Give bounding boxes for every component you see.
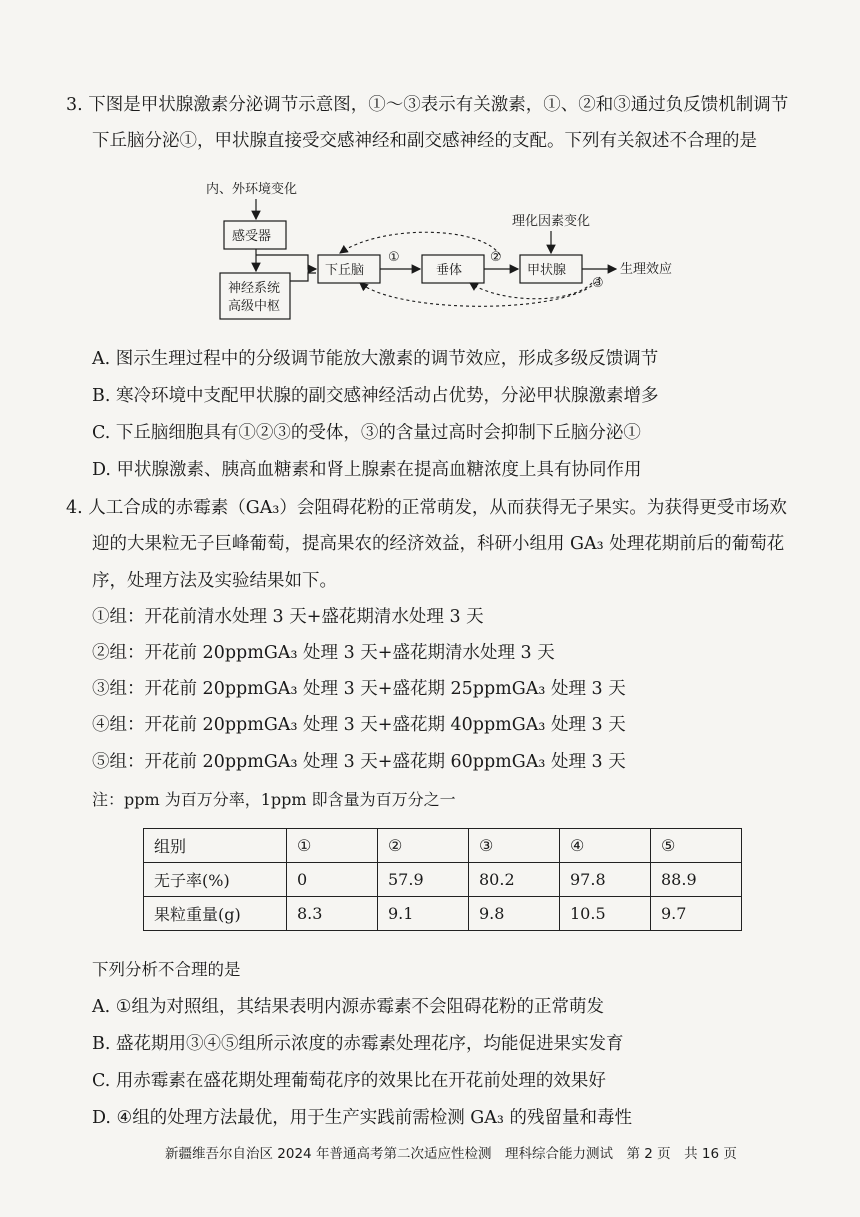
q3-option-b: B. 寒冷环境中支配甲状腺的副交感神经活动占优势，分泌甲状腺激素增多 (92, 386, 659, 406)
q4-group-1: ①组：开花前清水处理 3 天+盛花期清水处理 3 天 (92, 607, 484, 627)
q3-option-a: A. 图示生理过程中的分级调节能放大激素的调节效应，形成多级反馈调节 (92, 349, 659, 369)
table-cell: 0 (287, 863, 378, 897)
table-cell: 9.1 (378, 897, 469, 931)
env-change-label: 内、外环境变化 (206, 182, 298, 197)
cns-label-line2: 高级中枢 (228, 299, 281, 314)
table-cell: 9.7 (651, 897, 742, 931)
q4-group-4: ④组：开花前 20ppmGA₃ 处理 3 天+盛花期 40ppmGA₃ 处理 3 天 (92, 715, 626, 735)
table-cell: 8.3 (287, 897, 378, 931)
hormone-3-marker: ③ (592, 276, 604, 291)
q4-group-3: ③组：开花前 20ppmGA₃ 处理 3 天+盛花期 25ppmGA₃ 处理 3 天 (92, 679, 626, 699)
table-cell: ① (287, 829, 378, 863)
q4-question: 下列分析不合理的是 (92, 960, 241, 979)
table-cell: ② (378, 829, 469, 863)
q3-stem-line2: 下丘脑分泌①，甲状腺直接受交感神经和副交感神经的支配。下列有关叙述不合理的是 (92, 131, 757, 151)
q4-group-2: ②组：开花前 20ppmGA₃ 处理 3 天+盛花期清水处理 3 天 (92, 643, 555, 663)
receptor-label: 感受器 (232, 229, 272, 244)
table-cell: 80.2 (469, 863, 560, 897)
table-cell: ③ (469, 829, 560, 863)
table-row (144, 897, 742, 931)
table-cell: 9.8 (469, 897, 560, 931)
thyroid-label: 甲状腺 (527, 263, 567, 278)
q3-option-c: C. 下丘脑细胞具有①②③的受体，③的含量过高时会抑制下丘脑分泌① (92, 423, 641, 443)
phys-factor-label: 理化因素变化 (512, 214, 591, 229)
table-row (144, 863, 742, 897)
table-cell: 97.8 (560, 863, 651, 897)
hormone-2-marker: ② (490, 250, 502, 265)
hormone-1-marker: ① (388, 250, 400, 265)
q4-stem-line2: 迎的大果粒无子巨峰葡萄，提高果农的经济效益，科研小组用 GA₃ 处理花期前后的葡萄花 (92, 534, 785, 554)
table-cell: 88.9 (651, 863, 742, 897)
q4-option-c: C. 用赤霉素在盛花期处理葡萄花序的效果比在开花前处理的效果好 (92, 1071, 606, 1091)
q4-option-d: D. ④组的处理方法最优，用于生产实践前需检测 GA₃ 的残留量和毒性 (92, 1108, 632, 1128)
pituitary-label: 垂体 (436, 263, 463, 278)
hypothalamus-label: 下丘脑 (325, 263, 365, 278)
q3-option-d: D. 甲状腺激素、胰高血糖素和肾上腺素在提高血糖浓度上具有协同作用 (92, 460, 642, 480)
page-footer: 新疆维吾尔自治区 2024 年普通高考第二次适应性检测 理科综合能力测试 第 2 页 共 16 页 (165, 1146, 737, 1162)
thyroid-regulation-diagram (180, 175, 740, 325)
table-cell: 组别 (144, 829, 287, 863)
q4-group-5: ⑤组：开花前 20ppmGA₃ 处理 3 天+盛花期 60ppmGA₃ 处理 3 天 (92, 752, 626, 772)
table-header-row (144, 829, 742, 863)
table-cell: 无子率(%) (144, 863, 287, 897)
results-table (143, 828, 742, 931)
q4-note: 注：ppm 为百万分率，1ppm 即含量为百万分之一 (92, 790, 456, 809)
table-cell: 57.9 (378, 863, 469, 897)
q3-stem-line1: 3. 下图是甲状腺激素分泌调节示意图，①～③表示有关激素，①、②和③通过负反馈机制调节 (66, 95, 789, 115)
cns-label-line1: 神经系统 (228, 281, 281, 296)
effect-label: 生理效应 (620, 262, 673, 277)
table-cell: 10.5 (560, 897, 651, 931)
q4-option-b: B. 盛花期用③④⑤组所示浓度的赤霉素处理花序，均能促进果实发育 (92, 1034, 624, 1054)
table-cell: 果粒重量(g) (144, 897, 287, 931)
q4-stem-line1: 4. 人工合成的赤霉素（GA₃）会阻碍花粉的正常萌发，从而获得无子果实。为获得更受市场欢 (66, 498, 787, 518)
q4-stem-line3: 序，处理方法及实验结果如下。 (92, 571, 337, 591)
q4-option-a: A. ①组为对照组，其结果表明内源赤霉素不会阻碍花粉的正常萌发 (92, 997, 604, 1017)
table-cell: ⑤ (651, 829, 742, 863)
table-cell: ④ (560, 829, 651, 863)
